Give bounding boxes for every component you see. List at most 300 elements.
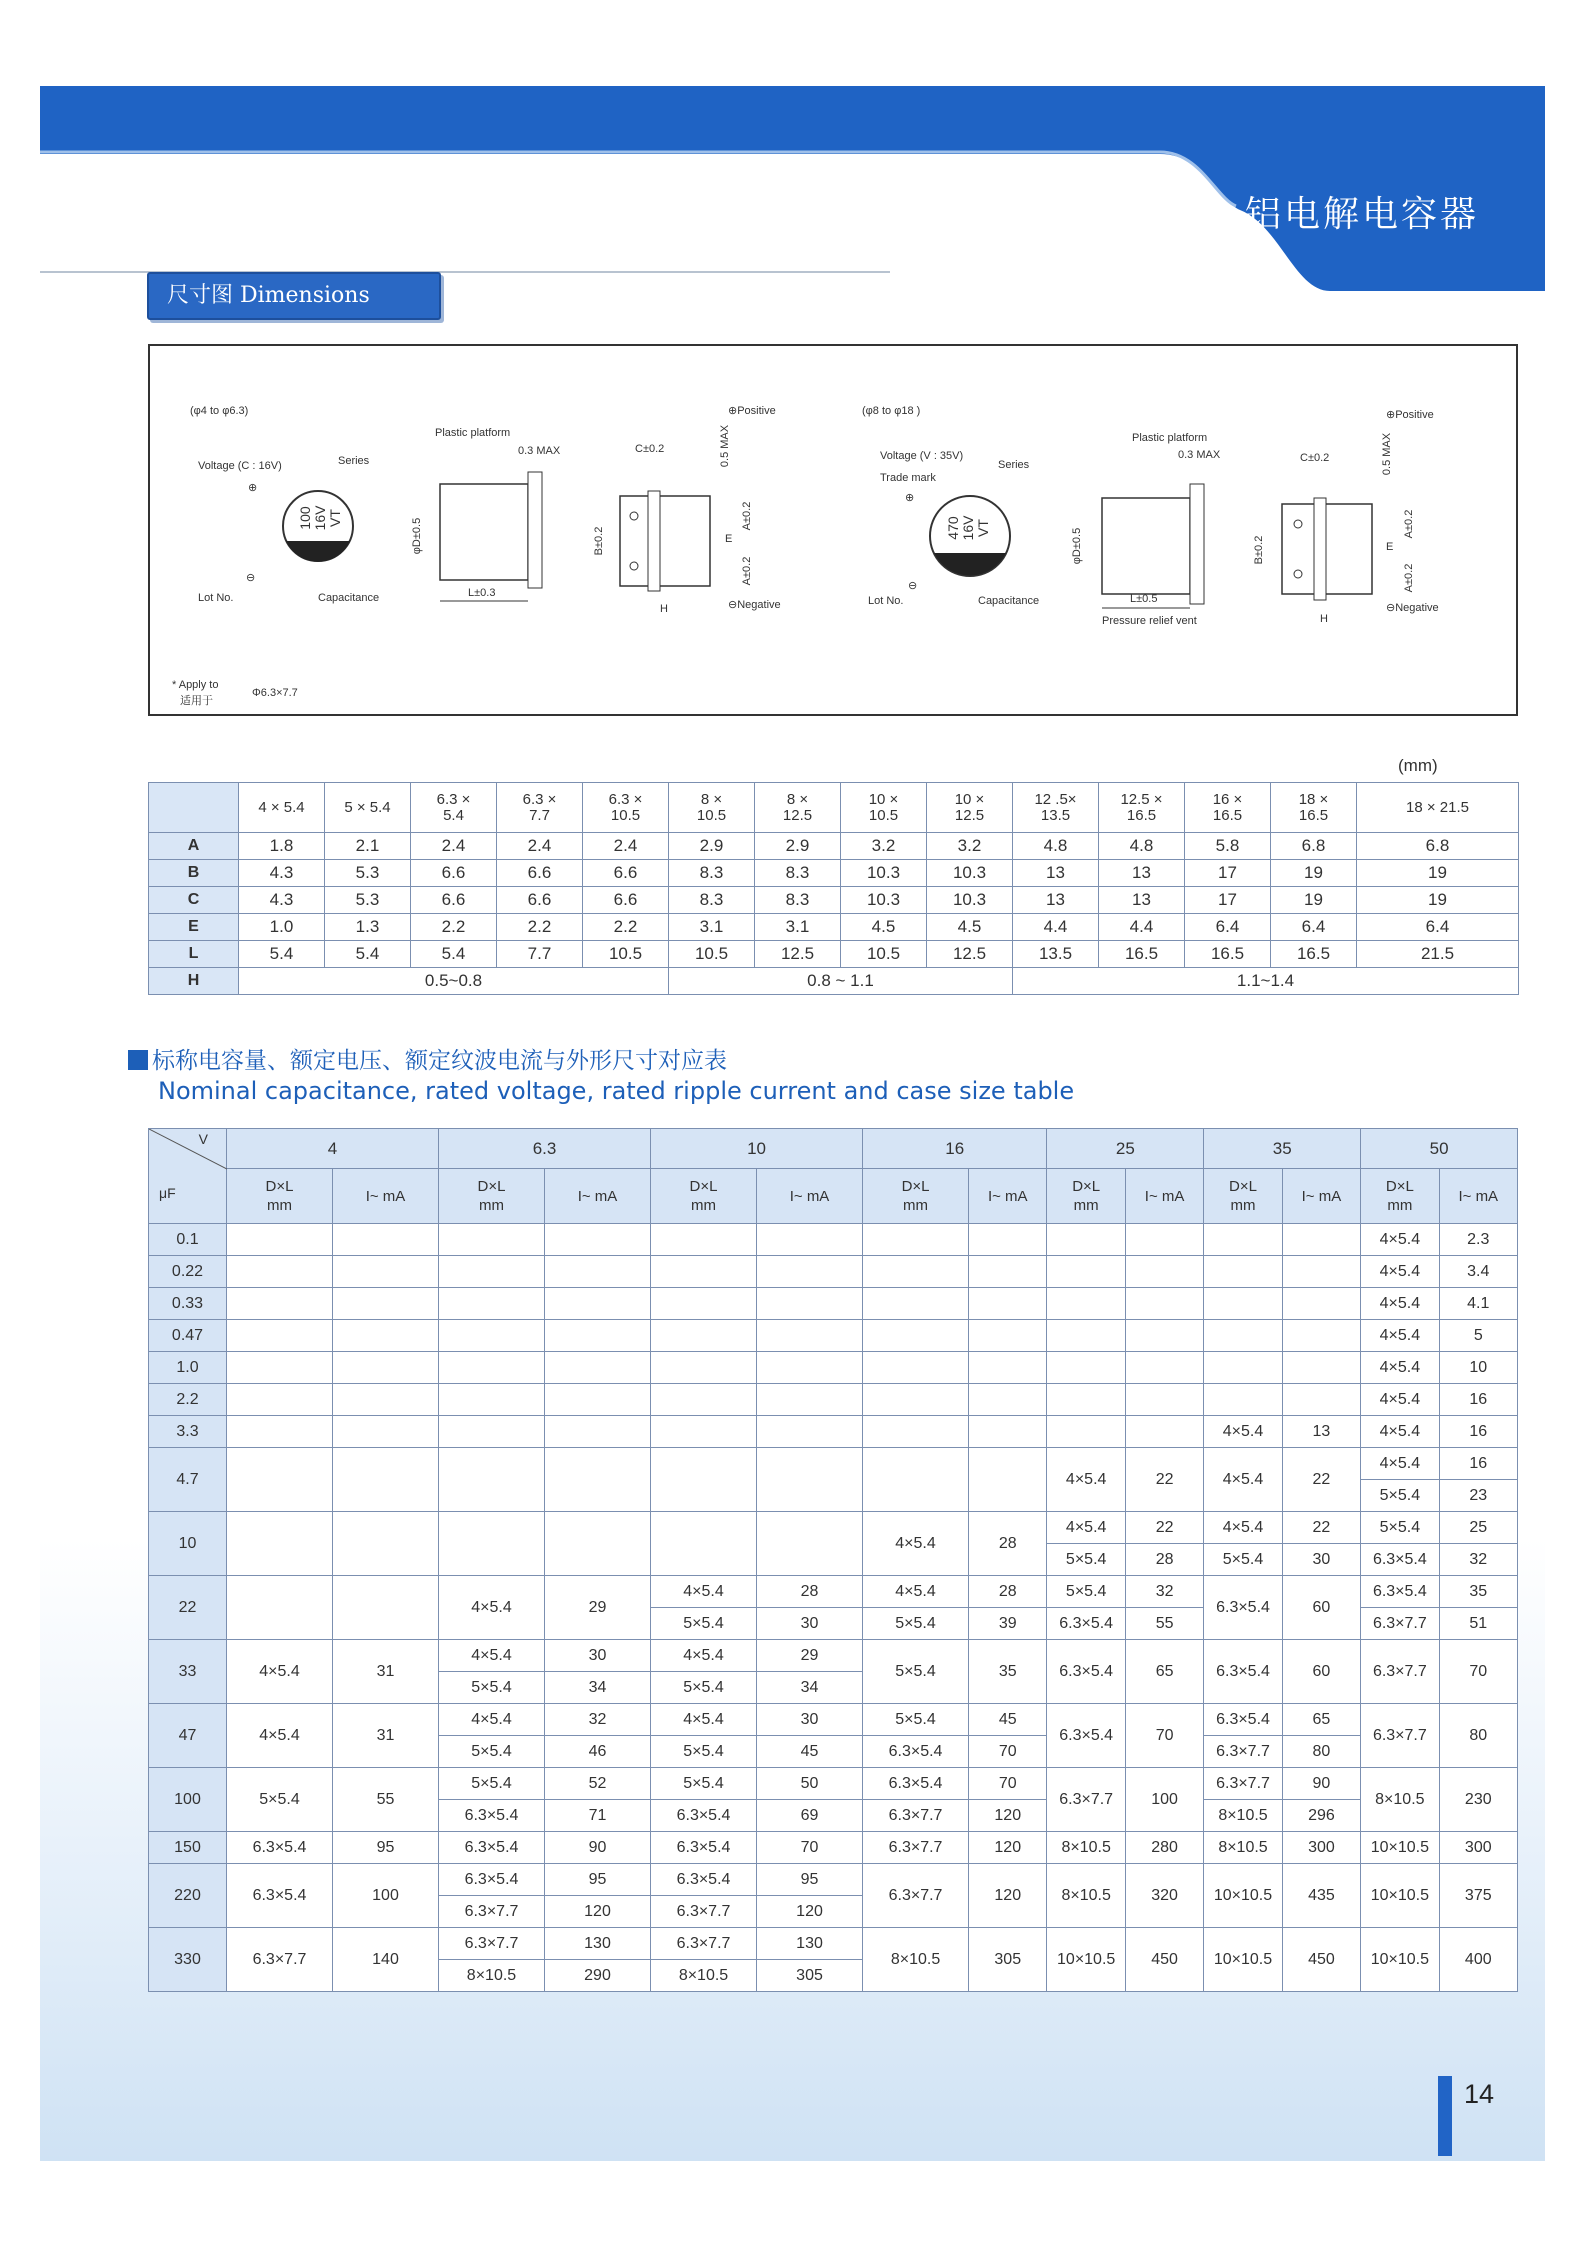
ripple-current bbox=[757, 1288, 863, 1320]
dim-row bbox=[149, 941, 1519, 968]
dim-row bbox=[149, 860, 1519, 887]
case-size: 5×5.4 bbox=[651, 1672, 757, 1704]
ripple-current: 23 bbox=[1439, 1480, 1517, 1512]
case-size: 5×5.4 bbox=[863, 1640, 969, 1704]
ripple-current: 32 bbox=[1439, 1544, 1517, 1576]
dl-header bbox=[651, 1169, 757, 1224]
ripple-current: 29 bbox=[757, 1640, 863, 1672]
ripple-current: 300 bbox=[1439, 1832, 1517, 1864]
ripple-current: 70 bbox=[1439, 1640, 1517, 1704]
svg-text:0.5 MAX: 0.5 MAX bbox=[719, 424, 731, 468]
case-size: 6.3×7.7 bbox=[1204, 1736, 1282, 1768]
case-size: 5×5.4 bbox=[1047, 1576, 1125, 1608]
dim-value: 6.6 bbox=[583, 887, 669, 914]
case-size-header bbox=[325, 783, 411, 833]
svg-text:A±0.2: A±0.2 bbox=[1403, 509, 1415, 539]
svg-text:C±0.2: C±0.2 bbox=[635, 443, 665, 455]
case-size-header bbox=[583, 783, 669, 833]
dim-value: 6.4 bbox=[1271, 914, 1357, 941]
case-size bbox=[227, 1320, 333, 1352]
ripple-current bbox=[545, 1320, 651, 1352]
case-size: 4×5.4 bbox=[863, 1576, 969, 1608]
case-size bbox=[863, 1448, 969, 1512]
svg-text:B±0.2: B±0.2 bbox=[593, 526, 605, 556]
capacitance-value: 1.0 bbox=[149, 1352, 227, 1384]
case-size bbox=[1047, 1384, 1125, 1416]
ripple-current: 45 bbox=[969, 1704, 1047, 1736]
dim-value: 7.7 bbox=[497, 941, 583, 968]
ripple-header: I~ mA bbox=[969, 1169, 1047, 1224]
case-size: 6.3×5.4 bbox=[651, 1864, 757, 1896]
cap-row bbox=[149, 1288, 1518, 1320]
ripple-current: 60 bbox=[1282, 1640, 1360, 1704]
svg-text:适用于: 适用于 bbox=[180, 695, 213, 707]
ripple-current: 130 bbox=[757, 1928, 863, 1960]
ripple-current: 2.3 bbox=[1439, 1224, 1517, 1256]
dim-value: 3.1 bbox=[669, 914, 755, 941]
dim-value: 5.4 bbox=[325, 941, 411, 968]
case-size-header bbox=[1357, 783, 1519, 833]
unit-label: (mm) bbox=[1398, 756, 1438, 775]
ripple-current: 22 bbox=[1125, 1448, 1203, 1512]
ripple-current: 30 bbox=[757, 1608, 863, 1640]
row-label: C bbox=[149, 887, 239, 914]
ripple-current bbox=[1125, 1384, 1203, 1416]
ripple-current: 320 bbox=[1125, 1864, 1203, 1928]
cap-row bbox=[149, 1576, 1518, 1608]
dimension-table bbox=[148, 782, 1519, 995]
ripple-current: 52 bbox=[545, 1768, 651, 1800]
dim-value: 2.4 bbox=[583, 833, 669, 860]
ripple-current: 450 bbox=[1282, 1928, 1360, 1992]
case-size bbox=[227, 1384, 333, 1416]
svg-text:VT: VT bbox=[975, 519, 991, 537]
svg-text:A±0.2: A±0.2 bbox=[741, 556, 753, 586]
ripple-current: 100 bbox=[333, 1864, 439, 1928]
case-size: 5×5.4 bbox=[863, 1704, 969, 1736]
case-size: 4×5.4 bbox=[1361, 1320, 1439, 1352]
capacitance-value: 0.22 bbox=[149, 1256, 227, 1288]
voltage-header: 16 bbox=[863, 1129, 1047, 1169]
case-size bbox=[227, 1224, 333, 1256]
cell-line: 6.3 × bbox=[436, 790, 471, 808]
case-size: 6.3×7.7 bbox=[1361, 1608, 1439, 1640]
ripple-current bbox=[545, 1448, 651, 1512]
svg-text:⊖: ⊖ bbox=[246, 572, 256, 584]
ripple-current: 25 bbox=[1439, 1512, 1517, 1544]
cell-line: 5 × 5.4 bbox=[344, 798, 391, 816]
cell-line: 16.5 bbox=[1298, 806, 1329, 824]
svg-text:Trade mark: Trade mark bbox=[880, 472, 936, 484]
ripple-current bbox=[333, 1224, 439, 1256]
case-size: 5×5.4 bbox=[1361, 1480, 1439, 1512]
dim-value: 19 bbox=[1271, 887, 1357, 914]
case-size: 6.3×5.4 bbox=[651, 1832, 757, 1864]
case-size bbox=[227, 1352, 333, 1384]
capacitor-side-view-large bbox=[1071, 484, 1204, 608]
ripple-current bbox=[333, 1512, 439, 1576]
cap-row bbox=[149, 1768, 1518, 1800]
dim-value: 16.5 bbox=[1099, 941, 1185, 968]
case-size: 6.3×7.7 bbox=[863, 1800, 969, 1832]
ripple-current bbox=[757, 1448, 863, 1512]
svg-text:E: E bbox=[725, 533, 733, 545]
ripple-current: 140 bbox=[333, 1928, 439, 1992]
ripple-current bbox=[1282, 1256, 1360, 1288]
case-size: 6.3×5.4 bbox=[227, 1832, 333, 1864]
ripple-current bbox=[545, 1416, 651, 1448]
cell-line: 18 × bbox=[1298, 790, 1329, 808]
ripple-current bbox=[1125, 1320, 1203, 1352]
case-size: 8×10.5 bbox=[1204, 1800, 1282, 1832]
dim-value: 3.2 bbox=[841, 833, 927, 860]
cap-row bbox=[149, 1448, 1518, 1480]
dimensions-diagram bbox=[148, 344, 1518, 716]
case-size: 6.3×7.7 bbox=[1047, 1768, 1125, 1832]
dim-value: 1.3 bbox=[325, 914, 411, 941]
section-heading bbox=[128, 1046, 1074, 1106]
ripple-current: 290 bbox=[545, 1960, 651, 1992]
ripple-current: 22 bbox=[1282, 1448, 1360, 1512]
ripple-current: 95 bbox=[333, 1832, 439, 1864]
case-size: 4×5.4 bbox=[227, 1640, 333, 1704]
ripple-current bbox=[1125, 1352, 1203, 1384]
cell-line: 7.7 bbox=[529, 806, 550, 824]
cell-line: D×L bbox=[265, 1178, 294, 1195]
case-size: 6.3×5.4 bbox=[1047, 1640, 1125, 1704]
case-size: 4×5.4 bbox=[651, 1640, 757, 1672]
case-size: 6.3×7.7 bbox=[863, 1832, 969, 1864]
ripple-current: 300 bbox=[1282, 1832, 1360, 1864]
case-size: 8×10.5 bbox=[1047, 1864, 1125, 1928]
cell-line: 10 × bbox=[868, 790, 899, 808]
dim-value: 8.3 bbox=[669, 860, 755, 887]
dim-row bbox=[149, 833, 1519, 860]
svg-text:H: H bbox=[660, 603, 668, 615]
capacitance-axis-label: μF bbox=[159, 1185, 176, 1201]
dim-value: 2.4 bbox=[411, 833, 497, 860]
cell-line: 10.5 bbox=[610, 806, 641, 824]
ripple-current: 120 bbox=[969, 1800, 1047, 1832]
case-size: 6.3×5.4 bbox=[1204, 1704, 1282, 1736]
dim-value: 6.8 bbox=[1357, 833, 1519, 860]
case-size: 4×5.4 bbox=[1361, 1224, 1439, 1256]
svg-text:0.3 MAX: 0.3 MAX bbox=[1178, 449, 1221, 461]
case-size: 10×10.5 bbox=[1361, 1864, 1439, 1928]
case-size: 4×5.4 bbox=[863, 1512, 969, 1576]
cap-row bbox=[149, 1224, 1518, 1256]
ripple-current: 100 bbox=[1125, 1768, 1203, 1832]
dim-value: 10.3 bbox=[927, 887, 1013, 914]
case-size: 4×5.4 bbox=[439, 1576, 545, 1640]
voltage-axis-label: V bbox=[198, 1131, 208, 1147]
dim-value: 4.5 bbox=[841, 914, 927, 941]
cell-line: mm bbox=[903, 1197, 929, 1214]
dim-value: 6.6 bbox=[411, 860, 497, 887]
case-size: 6.3×5.4 bbox=[1361, 1544, 1439, 1576]
svg-text:Plastic platform: Plastic platform bbox=[435, 427, 511, 439]
row-label: L bbox=[149, 941, 239, 968]
case-size: 5×5.4 bbox=[651, 1768, 757, 1800]
ripple-current: 70 bbox=[757, 1832, 863, 1864]
dim-value: 2.9 bbox=[755, 833, 841, 860]
cell-line: 10 × bbox=[954, 790, 985, 808]
ripple-current: 400 bbox=[1439, 1928, 1517, 1992]
dim-value: 4.5 bbox=[927, 914, 1013, 941]
capacitance-value: 33 bbox=[149, 1640, 227, 1704]
ripple-current: 70 bbox=[1125, 1704, 1203, 1768]
case-size bbox=[439, 1288, 545, 1320]
case-size: 6.3×5.4 bbox=[1204, 1576, 1282, 1640]
case-size bbox=[1047, 1416, 1125, 1448]
case-size bbox=[227, 1576, 333, 1640]
voltage-header: 35 bbox=[1204, 1129, 1361, 1169]
ripple-current: 65 bbox=[1282, 1704, 1360, 1736]
ripple-current bbox=[969, 1224, 1047, 1256]
dim-value: 2.2 bbox=[583, 914, 669, 941]
svg-text:A±0.2: A±0.2 bbox=[1403, 563, 1415, 593]
dim-value: 16.5 bbox=[1185, 941, 1271, 968]
dim-value: 2.9 bbox=[669, 833, 755, 860]
ripple-current: 35 bbox=[1439, 1576, 1517, 1608]
capacitance-value: 0.47 bbox=[149, 1320, 227, 1352]
ripple-current: 65 bbox=[1125, 1640, 1203, 1704]
capacitance-value: 10 bbox=[149, 1512, 227, 1576]
dim-value: 17 bbox=[1185, 887, 1271, 914]
capacitor-top-view-large bbox=[930, 496, 1010, 576]
ripple-current: 95 bbox=[757, 1864, 863, 1896]
case-size bbox=[227, 1448, 333, 1512]
ripple-current bbox=[545, 1352, 651, 1384]
case-size bbox=[439, 1384, 545, 1416]
case-size: 4×5.4 bbox=[227, 1704, 333, 1768]
ripple-current: 90 bbox=[1282, 1768, 1360, 1800]
svg-text:Voltage (V : 35V): Voltage (V : 35V) bbox=[880, 450, 964, 462]
dim-value: 4.3 bbox=[239, 860, 325, 887]
case-size-header bbox=[1099, 783, 1185, 833]
svg-text:L±0.3: L±0.3 bbox=[468, 587, 496, 599]
ripple-current: 22 bbox=[1125, 1512, 1203, 1544]
cell-line: D×L bbox=[1385, 1178, 1414, 1195]
ripple-current: 32 bbox=[1125, 1576, 1203, 1608]
ripple-current: 120 bbox=[969, 1864, 1047, 1928]
svg-text:470: 470 bbox=[945, 516, 961, 540]
ripple-current bbox=[333, 1320, 439, 1352]
ripple-current bbox=[333, 1448, 439, 1512]
cell-line: 12.5 bbox=[782, 806, 813, 824]
case-size: 8×10.5 bbox=[651, 1960, 757, 1992]
case-size bbox=[1204, 1384, 1282, 1416]
ripple-current bbox=[757, 1352, 863, 1384]
case-size: 4×5.4 bbox=[1204, 1512, 1282, 1544]
ripple-current: 305 bbox=[757, 1960, 863, 1992]
case-size bbox=[439, 1256, 545, 1288]
ripple-current: 120 bbox=[969, 1832, 1047, 1864]
capacitance-value: 47 bbox=[149, 1704, 227, 1768]
ripple-header: I~ mA bbox=[1125, 1169, 1203, 1224]
cell-line: 8 × bbox=[700, 790, 723, 808]
ripple-current bbox=[757, 1384, 863, 1416]
cell-line: D×L bbox=[1229, 1178, 1257, 1195]
case-size: 8×10.5 bbox=[1047, 1832, 1125, 1864]
ripple-current bbox=[969, 1448, 1047, 1512]
cell-line: 8 × bbox=[786, 790, 809, 808]
case-size: 4×5.4 bbox=[1047, 1448, 1125, 1512]
ripple-current bbox=[969, 1288, 1047, 1320]
dim-value: 5.3 bbox=[325, 860, 411, 887]
voltage-header: 50 bbox=[1361, 1129, 1518, 1169]
ripple-current bbox=[757, 1224, 863, 1256]
svg-text:⊖: ⊖ bbox=[908, 580, 918, 592]
cap-row bbox=[149, 1512, 1518, 1544]
svg-text:0.5 MAX: 0.5 MAX bbox=[1381, 432, 1393, 476]
case-size: 5×5.4 bbox=[1361, 1512, 1439, 1544]
ripple-current: 80 bbox=[1439, 1704, 1517, 1768]
h-range: 0.5~0.8 bbox=[239, 968, 669, 995]
case-size: 10×10.5 bbox=[1361, 1832, 1439, 1864]
svg-text:⊕Positive: ⊕Positive bbox=[1386, 409, 1434, 421]
dim-value: 6.6 bbox=[583, 860, 669, 887]
ripple-current: 35 bbox=[969, 1640, 1047, 1704]
dim-value: 3.1 bbox=[755, 914, 841, 941]
ripple-current bbox=[1282, 1320, 1360, 1352]
case-size bbox=[227, 1256, 333, 1288]
dim-value: 6.6 bbox=[497, 860, 583, 887]
section-title-en: Nominal capacitance, rated voltage, rated ripple current and case size table bbox=[158, 1077, 1075, 1105]
case-size bbox=[651, 1448, 757, 1512]
svg-text:C±0.2: C±0.2 bbox=[1300, 452, 1330, 464]
ripple-current: 375 bbox=[1439, 1864, 1517, 1928]
ripple-current bbox=[545, 1512, 651, 1576]
cell-line: mm bbox=[1073, 1197, 1099, 1214]
cell-line: mm bbox=[1387, 1197, 1413, 1214]
ripple-current: 50 bbox=[757, 1768, 863, 1800]
ripple-current: 28 bbox=[969, 1576, 1047, 1608]
dim-row bbox=[149, 914, 1519, 941]
ripple-current: 71 bbox=[545, 1800, 651, 1832]
case-size bbox=[439, 1224, 545, 1256]
dim-value: 2.2 bbox=[497, 914, 583, 941]
case-size-header bbox=[411, 783, 497, 833]
ripple-header: I~ mA bbox=[333, 1169, 439, 1224]
case-size: 4×5.4 bbox=[1361, 1352, 1439, 1384]
ripple-current: 30 bbox=[757, 1704, 863, 1736]
dim-value: 5.4 bbox=[411, 941, 497, 968]
dim-value: 10.5 bbox=[669, 941, 755, 968]
dim-value: 6.6 bbox=[497, 887, 583, 914]
case-size bbox=[651, 1256, 757, 1288]
capacitance-table bbox=[148, 1128, 1518, 1992]
case-size: 6.3×7.7 bbox=[1361, 1640, 1439, 1704]
ripple-current: 29 bbox=[545, 1576, 651, 1640]
ripple-header: I~ mA bbox=[1439, 1169, 1517, 1224]
case-size bbox=[1204, 1224, 1282, 1256]
case-size: 10×10.5 bbox=[1047, 1928, 1125, 1992]
row-label: H bbox=[149, 968, 239, 995]
cell-line: D×L bbox=[477, 1178, 506, 1195]
cap-row bbox=[149, 1256, 1518, 1288]
case-size bbox=[651, 1320, 757, 1352]
svg-text:100: 100 bbox=[297, 506, 313, 530]
case-size-header bbox=[1185, 783, 1271, 833]
case-size: 8×10.5 bbox=[439, 1960, 545, 1992]
case-size: 6.3×5.4 bbox=[1204, 1640, 1282, 1704]
case-size-header bbox=[239, 783, 325, 833]
svg-text:⊖Negative: ⊖Negative bbox=[1386, 602, 1439, 614]
sub-header-row bbox=[149, 1169, 1518, 1224]
ripple-current: 30 bbox=[1282, 1544, 1360, 1576]
dim-value: 8.3 bbox=[755, 860, 841, 887]
ripple-current: 30 bbox=[545, 1640, 651, 1672]
svg-text:Capacitance: Capacitance bbox=[318, 592, 380, 604]
svg-text:Plastic platform: Plastic platform bbox=[1132, 432, 1208, 444]
ripple-current bbox=[545, 1256, 651, 1288]
cell-line: mm bbox=[479, 1197, 504, 1214]
svg-text:(φ8 to φ18 ): (φ8 to φ18 ) bbox=[862, 405, 921, 417]
ripple-current bbox=[969, 1352, 1047, 1384]
dl-header bbox=[863, 1169, 969, 1224]
svg-text:(φ4 to φ6.3): (φ4 to φ6.3) bbox=[190, 405, 249, 417]
ripple-current bbox=[333, 1384, 439, 1416]
svg-text:L±0.5: L±0.5 bbox=[1130, 593, 1158, 605]
ripple-current bbox=[1282, 1288, 1360, 1320]
capacitance-value: 3.3 bbox=[149, 1416, 227, 1448]
capacitance-value: 150 bbox=[149, 1832, 227, 1864]
case-size bbox=[227, 1512, 333, 1576]
ripple-current bbox=[757, 1512, 863, 1576]
ripple-current: 31 bbox=[333, 1640, 439, 1704]
dim-value: 4.4 bbox=[1099, 914, 1185, 941]
ripple-current bbox=[1282, 1384, 1360, 1416]
ripple-current: 34 bbox=[757, 1672, 863, 1704]
cap-row bbox=[149, 1864, 1518, 1896]
case-size bbox=[651, 1416, 757, 1448]
dim-value: 10.3 bbox=[927, 860, 1013, 887]
dim-value: 6.6 bbox=[411, 887, 497, 914]
ripple-current: 4.1 bbox=[1439, 1288, 1517, 1320]
cell-line: 10.5 bbox=[696, 806, 727, 824]
cap-row bbox=[149, 1384, 1518, 1416]
case-size bbox=[863, 1256, 969, 1288]
dim-value: 13.5 bbox=[1013, 941, 1099, 968]
case-size bbox=[651, 1224, 757, 1256]
dim-value: 13 bbox=[1099, 860, 1185, 887]
dim-value: 2.4 bbox=[497, 833, 583, 860]
case-size bbox=[651, 1384, 757, 1416]
ripple-current bbox=[333, 1288, 439, 1320]
ripple-current: 305 bbox=[969, 1928, 1047, 1992]
dim-value: 2.1 bbox=[325, 833, 411, 860]
dim-value: 5.4 bbox=[239, 941, 325, 968]
case-size bbox=[651, 1352, 757, 1384]
ripple-current: 46 bbox=[545, 1736, 651, 1768]
svg-text:Capacitance: Capacitance bbox=[978, 595, 1040, 607]
ripple-current: 280 bbox=[1125, 1832, 1203, 1864]
case-size: 5×5.4 bbox=[863, 1608, 969, 1640]
dim-value: 8.3 bbox=[669, 887, 755, 914]
dim-value: 6.4 bbox=[1185, 914, 1271, 941]
dim-value: 21.5 bbox=[1357, 941, 1519, 968]
cell-line: D×L bbox=[901, 1178, 930, 1195]
ripple-current bbox=[969, 1416, 1047, 1448]
dim-value: 6.4 bbox=[1357, 914, 1519, 941]
case-size: 10×10.5 bbox=[1361, 1928, 1439, 1992]
ripple-current bbox=[1125, 1288, 1203, 1320]
cell-line: 4 × 5.4 bbox=[258, 798, 305, 816]
dim-value: 1.0 bbox=[239, 914, 325, 941]
dim-value: 4.3 bbox=[239, 887, 325, 914]
case-size-header bbox=[1271, 783, 1357, 833]
